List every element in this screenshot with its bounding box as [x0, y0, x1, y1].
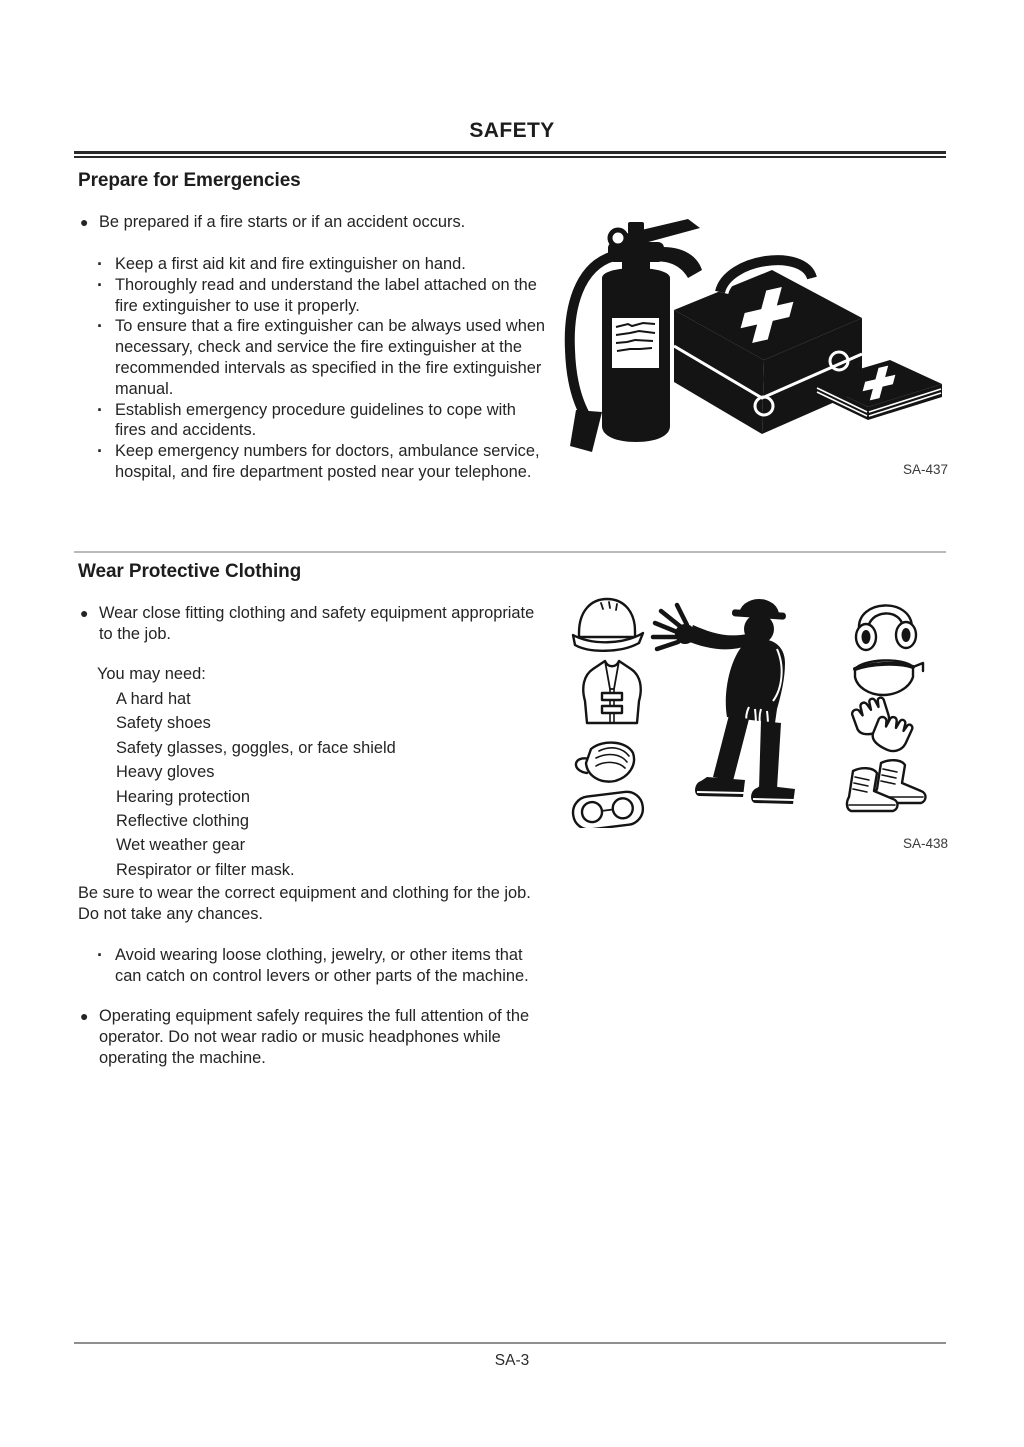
sub-bullet-item: [97, 945, 553, 987]
figure-label: SA-437: [902, 462, 948, 477]
title-double-rule: [74, 151, 946, 158]
hard-hat-icon: [573, 599, 643, 651]
sub-bullet-item: [97, 441, 549, 483]
bullet-text: Wear close fitting clothing and safety equipment appropriate to the job.: [99, 604, 535, 643]
bullet-marker: ●: [80, 1008, 89, 1024]
bullet-text: Be prepared if a fire starts or if an accident occurs.: [99, 213, 466, 231]
need-list: [116, 687, 396, 882]
sub-bullet-marker: ·: [97, 316, 103, 337]
gloves-icon: [848, 693, 914, 754]
sub-bullet-text: Avoid wearing loose clothing, jewelry, or other items that can catch on control levers or other parts of the machine.: [115, 946, 529, 985]
sub-bullet-marker: ·: [97, 274, 103, 295]
figure-first-aid-equipment: [558, 214, 950, 477]
need-item: Wet weather gear: [116, 836, 246, 855]
protective-clothing-illustration: [563, 583, 950, 828]
sub-bullet-marker: ·: [97, 254, 103, 274]
first-aid-equipment-illustration: [558, 214, 950, 454]
need-list-intro: You may need:: [97, 665, 206, 683]
goggles-icon: [571, 790, 644, 828]
sub-bullet-item: [97, 254, 549, 275]
boots-icon: [847, 760, 926, 811]
need-item: Hearing protection: [116, 787, 250, 806]
ear-muffs-icon: [856, 605, 916, 650]
need-item: A hard hat: [116, 690, 191, 708]
sub-bullet-text: To ensure that a fire extinguisher can be always used when necessary, check and service the fire extinguisher at the recommended intervals as specified in the fire extinguisher manual.: [115, 317, 546, 398]
bullet-item: [80, 1006, 554, 1068]
section-heading-prepare-for-emergencies: Prepare for Emergencies: [78, 170, 301, 191]
first-aid-box-icon: [674, 260, 862, 434]
need-item: Heavy gloves: [116, 763, 215, 782]
bullet-text: Operating equipment safely requires the full attention of the operator. Do not wear radio or music headphones while operating the machine.: [99, 1007, 530, 1067]
sub-bullet-item: [97, 275, 549, 317]
respirator-icon: [576, 743, 634, 782]
bullet-marker: ●: [80, 605, 89, 621]
sub-bullet-marker: ·: [97, 945, 103, 965]
worker-icon: [653, 599, 795, 804]
page-title: SAFETY: [469, 119, 555, 142]
footer-rule: [74, 1342, 946, 1344]
face-shield-icon: [855, 660, 923, 695]
need-item: Safety shoes: [116, 714, 211, 733]
sub-bullet-item: [97, 400, 549, 442]
paragraph-correct-equipment: Be sure to wear the correct equipment and clothing for the job. Do not take any chances.: [78, 884, 531, 923]
sub-bullet-marker: ·: [97, 441, 103, 462]
sub-bullet-marker: ·: [97, 399, 103, 420]
bullet-item: [80, 212, 550, 233]
sub-bullet-text: Keep a first aid kit and fire extinguisher on hand.: [115, 255, 466, 273]
need-item: Safety glasses, goggles, or face shield: [116, 738, 396, 757]
sub-bullet-text: Keep emergency numbers for doctors, ambulance service, hospital, and fire department posted near your telephone.: [115, 442, 540, 481]
section-divider: [74, 551, 946, 553]
sub-bullet-list: [97, 254, 549, 483]
bullet-marker: ●: [80, 214, 89, 230]
section-heading-wear-protective-clothing: Wear Protective Clothing: [78, 561, 302, 582]
need-item: Respirator or filter mask.: [116, 860, 295, 879]
sub-bullet-item: [97, 316, 549, 399]
figure-label: SA-438: [902, 836, 948, 851]
figure-protective-clothing: [563, 583, 950, 851]
need-item: Reflective clothing: [116, 812, 250, 831]
sub-bullet-text: Thoroughly read and understand the label attached on the fire extinguisher to use it properly.: [115, 275, 537, 315]
bullet-item: [80, 603, 550, 645]
footer-page-number: SA-3: [494, 1352, 530, 1369]
sub-bullet-text: Establish emergency procedure guidelines to cope with fires and accidents.: [115, 400, 516, 440]
safety-vest-icon: [583, 661, 640, 723]
